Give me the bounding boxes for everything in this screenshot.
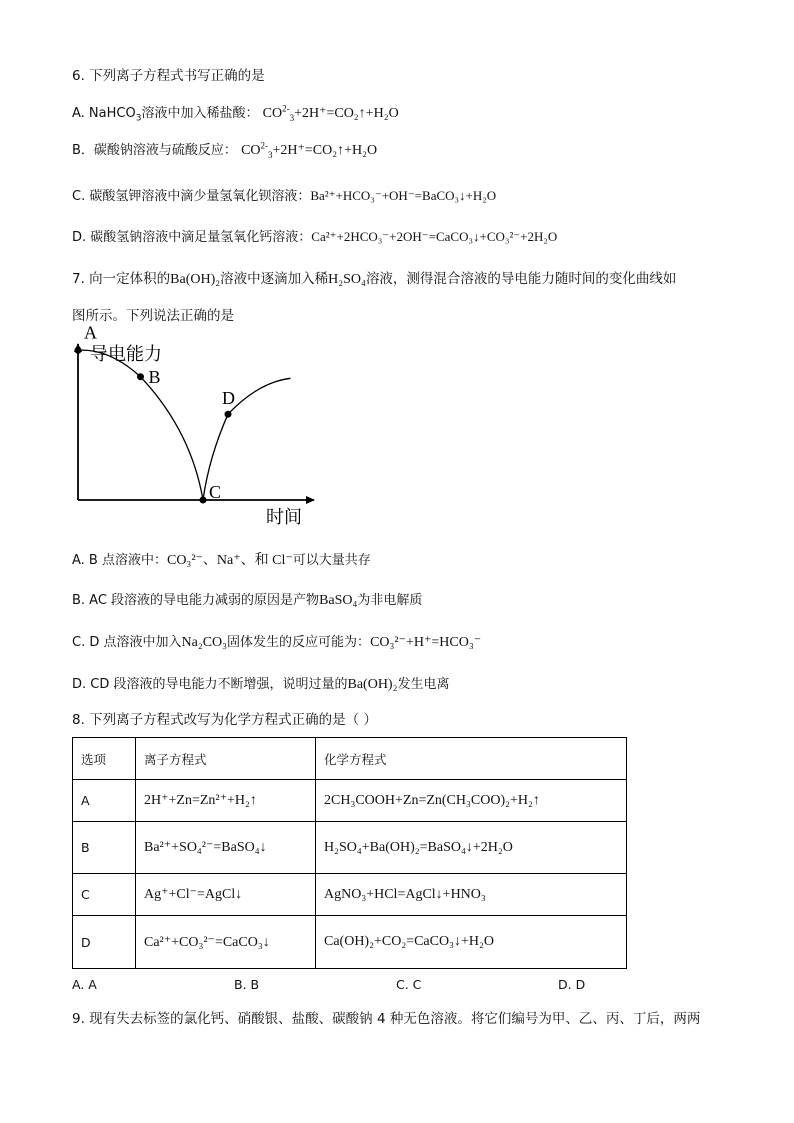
- q6-stem: 6. 下列离子方程式书写正确的是: [72, 68, 265, 84]
- q6-c-text: C. 碳酸氢钾溶液中滴少量氢氧化钡溶液：: [72, 189, 311, 204]
- q8-answer-b: B. B: [234, 977, 260, 992]
- q6-a-sub: 3: [135, 113, 142, 124]
- table-cell: AgNO₃+HCl=AgCl↓+HNO₃: [316, 874, 627, 916]
- q8-answer-a: A. A: [72, 977, 97, 992]
- q7-d-pre: D. CD 段溶液的导电能力不断增强，说明过量的: [72, 677, 348, 692]
- q9-stem: 9. 现有失去标签的氯化钙、硝酸银、盐酸、碳酸钠 4 种无色溶液。将它们编号为甲、乙、丙、丁后，两两: [72, 1011, 701, 1027]
- conductivity-chart: [60, 322, 330, 533]
- q6-option-a: [72, 105, 399, 123]
- q6-b-label: B．碳酸钠溶液与硫酸反应：: [72, 143, 237, 158]
- point-label-d: D: [222, 388, 235, 409]
- q6-b-co3: $CO^{2-}_3$: [241, 140, 273, 160]
- q7-option-d: [72, 676, 450, 694]
- q6-a-text: 溶液中加入稀盐酸：: [141, 106, 259, 121]
- table-row: [73, 874, 627, 916]
- table-cell: D: [73, 916, 136, 969]
- q7-stem-post: 溶液，测得混合溶液的导电能力随时间的变化曲线如: [365, 271, 677, 287]
- q7-c-mid: 固体发生的反应可能为：: [227, 635, 371, 650]
- x-axis-label: 时间: [266, 507, 302, 527]
- q7-stem-pre: 7. 向一定体积的: [72, 271, 171, 287]
- q6-a-co3: $CO^{2-}_3$: [262, 103, 295, 123]
- table-header-cell: 化学方程式: [316, 738, 627, 780]
- q7-option-b: [72, 592, 422, 610]
- q7-option-c: [72, 634, 481, 652]
- q6-d-text: D. 碳酸氢钠溶液中滴足量氢氧化钙溶液：: [72, 230, 312, 245]
- q8-table: [72, 737, 627, 969]
- q7-stem-line2: 图所示。下列说法正确的是: [72, 308, 234, 324]
- q6-a-equation: +2H⁺=CO₂↑+H₂O: [294, 106, 399, 121]
- q6-option-d: [72, 228, 557, 247]
- q7-d-formula: Ba(OH)₂: [347, 677, 398, 692]
- point-d: [225, 411, 232, 418]
- q6-a-label: A. NaHCO: [72, 106, 136, 121]
- q8-stem: 8. 下列离子方程式改写为化学方程式正确的是（ ）: [72, 712, 377, 728]
- q7-b-pre: B. AC 段溶液的导电能力减弱的原因是产物: [72, 593, 320, 608]
- y-axis-label: 导电能力: [90, 344, 162, 364]
- q7-baoh2: Ba(OH)₂: [170, 272, 221, 287]
- conductivity-curve: [78, 350, 291, 500]
- q6-option-c: [72, 187, 496, 206]
- table-row: [73, 916, 627, 969]
- table-cell: Ba²⁺+SO₄²⁻=BaSO₄↓: [136, 822, 316, 874]
- table-cell: Ag⁺+Cl⁻=AgCl↓: [136, 874, 316, 916]
- point-a: [75, 347, 82, 354]
- q7-c-formula: Na₂CO₃: [181, 635, 228, 650]
- point-b: [137, 373, 144, 380]
- point-label-a: A: [84, 322, 97, 343]
- point-label-c: C: [209, 482, 222, 502]
- q8-answer-d: D. D: [558, 977, 586, 992]
- table-cell: H₂SO₄+Ba(OH)₂=BaSO₄↓+2H₂O: [316, 822, 627, 874]
- q7-b-formula: BaSO₄: [319, 593, 358, 608]
- q7-c-equation: CO₃²⁻+H⁺=HCO₃⁻: [370, 635, 482, 650]
- table-cell: B: [73, 822, 136, 874]
- q7-d-post: 发生电离: [397, 677, 450, 692]
- table-cell: A: [73, 780, 136, 822]
- point-label-b: B: [148, 366, 161, 387]
- point-c: [200, 497, 207, 504]
- q6-c-equation: Ba²⁺+HCO₃⁻+OH⁻=BaCO₃↓+H₂O: [310, 188, 497, 203]
- table-cell: 2CH₃COOH+Zn=Zn(CH₃COO)₂+H₂↑: [316, 780, 627, 822]
- table-header-cell: 离子方程式: [136, 738, 316, 780]
- q7-option-a: [72, 552, 371, 570]
- q6-b-equation: +2H⁺=CO₂↑+H₂O: [272, 143, 378, 158]
- q6-d-equation: Ca²⁺+2HCO₃⁻+2OH⁻=CaCO₃↓+CO₃²⁻+2H₂O: [311, 229, 558, 244]
- table-cell: Ca(OH)₂+CO₂=CaCO₃↓+H₂O: [316, 916, 627, 969]
- table-row: [73, 822, 627, 874]
- q8-answer-c: C. C: [396, 977, 422, 992]
- table-cell: C: [73, 874, 136, 916]
- table-cell: 2H⁺+Zn=Zn²⁺+H₂↑: [136, 780, 316, 822]
- q7-stem-mid: 溶液中逐滴加入稀: [220, 271, 329, 287]
- q7-a-ions: CO₃²⁻、Na⁺、和 Cl⁻: [166, 553, 293, 568]
- table-header-cell: 选项: [73, 738, 136, 780]
- q7-a-pre: A. B 点溶液中：: [72, 553, 167, 568]
- q7-stem-line1: [72, 270, 676, 289]
- q7-a-post: 可以大量共存: [292, 553, 371, 568]
- table-header-row: [73, 738, 627, 780]
- table-cell: Ca²⁺+CO₃²⁻=CaCO₃↓: [136, 916, 316, 969]
- q7-c-pre: C. D 点溶液中加入: [72, 635, 182, 650]
- q7-b-post: 为非电解质: [357, 593, 423, 608]
- table-row: [73, 780, 627, 822]
- q7-h2so4: H₂SO₄: [328, 272, 366, 287]
- q6-option-b: [72, 142, 377, 160]
